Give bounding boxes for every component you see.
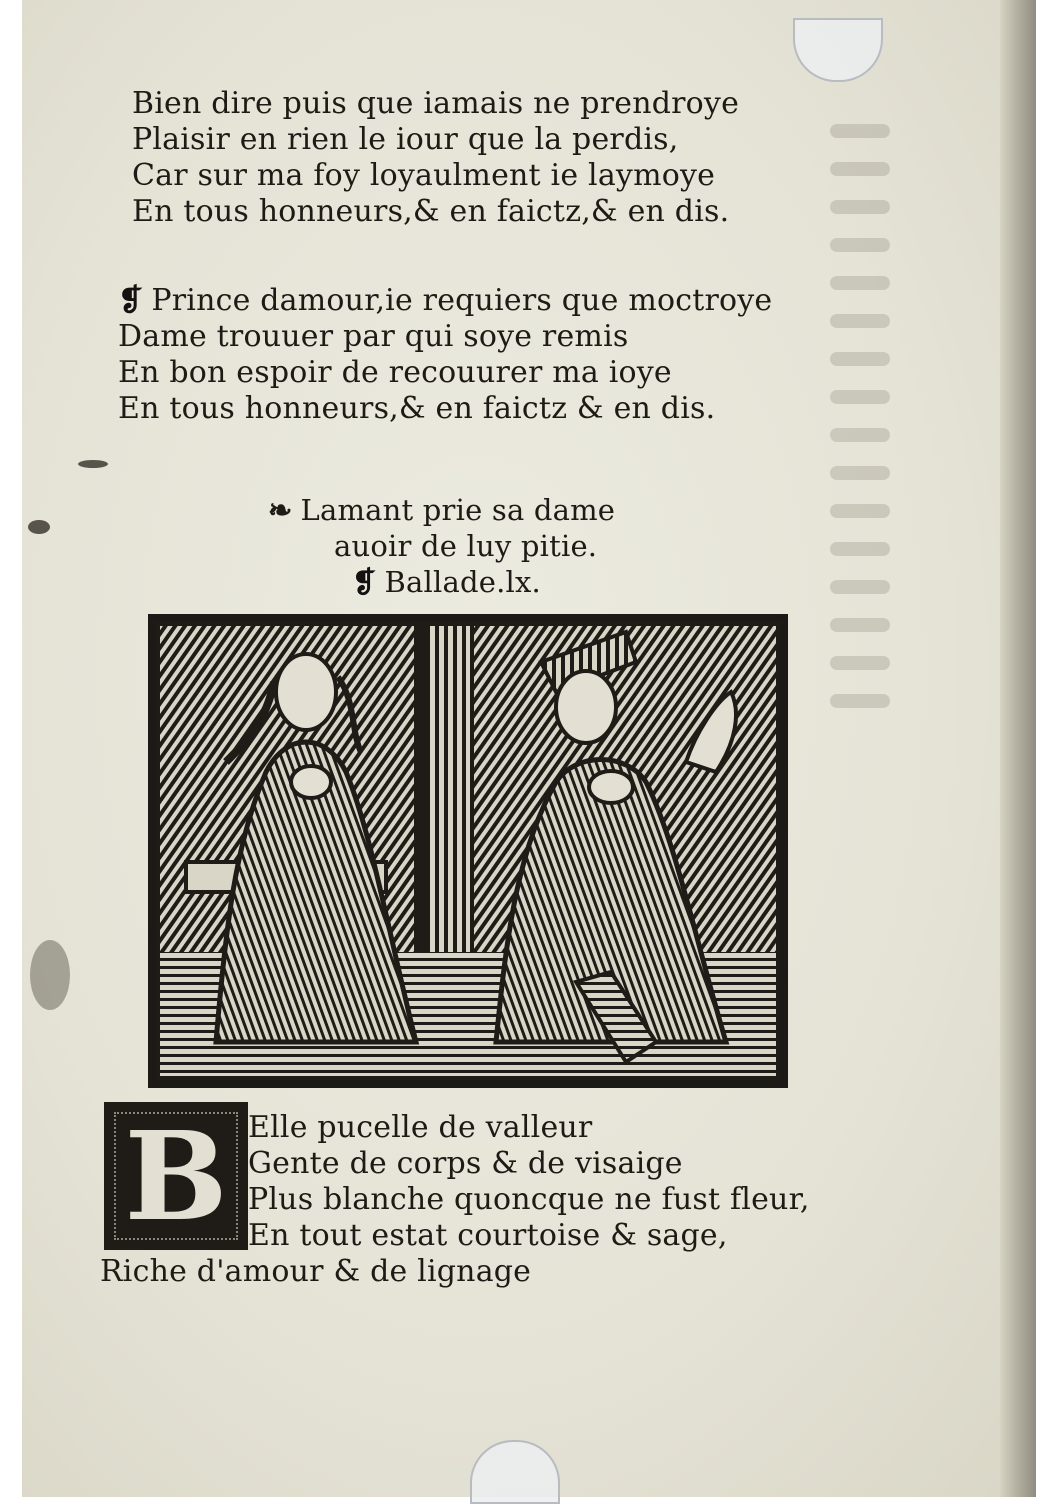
- verse-line: En tous honneurs,& en faictz & en dis.: [118, 391, 716, 426]
- verse-line: En tout estat courtoise & sage,: [248, 1218, 728, 1253]
- stanza-envoi: [118, 283, 772, 427]
- initial-ornament: [114, 1104, 238, 1248]
- rubric-heading: [268, 492, 615, 600]
- rubric-text: Lamant prie sa dame: [300, 493, 616, 527]
- ink-stain: [78, 460, 108, 468]
- verse-line: Riche d'amour & de lignage: [100, 1254, 532, 1289]
- woodcut-illustration: [148, 614, 788, 1088]
- ballade-opening: [248, 1110, 810, 1254]
- verse-line: Plaisir en rien le iour que la perdis,: [132, 122, 679, 157]
- pilcrow-icon: ❡: [352, 565, 377, 599]
- verse-line: Bien dire puis que iamais ne prendroye: [132, 86, 740, 121]
- column: [424, 622, 472, 982]
- rubric-line: auoir de luy pitie.: [334, 529, 598, 563]
- fleuron-icon: ❧: [268, 493, 293, 527]
- verse-line: Plus blanche quoncque ne fust fleur,: [248, 1182, 810, 1217]
- decorated-initial: [104, 1102, 248, 1250]
- verse-line: En bon espoir de recouurer ma ioye: [118, 355, 672, 390]
- verse-line: En tous honneurs,& en faictz,& en dis.: [132, 194, 730, 229]
- ballade-line: [100, 1254, 531, 1290]
- initial-letter: B: [124, 1104, 228, 1248]
- ink-stain: [28, 520, 50, 534]
- verse-line: Elle pucelle de valleur: [248, 1110, 593, 1145]
- page-edge: [1000, 0, 1036, 1497]
- verse-line: Car sur ma foy loyaulment ie laymoye: [132, 158, 716, 193]
- pilcrow-icon: ❡: [118, 283, 144, 318]
- woodcut-svg: [156, 622, 780, 1080]
- verse-line: Dame trouuer par qui soye remis: [118, 319, 629, 354]
- stanza-first: [132, 86, 739, 230]
- ballade-label: Ballade.lx.: [384, 565, 541, 599]
- page-stain: [30, 940, 70, 1010]
- verse-line: [118, 283, 772, 319]
- ballade-number: [352, 564, 615, 600]
- verse-line: Gente de corps & de visaige: [248, 1146, 683, 1181]
- column-edge: [414, 622, 422, 992]
- rubric-line: [268, 492, 615, 528]
- verse-text: Prince damour,ie requiers que moctroye: [151, 283, 773, 318]
- show-through-text: [830, 100, 890, 1000]
